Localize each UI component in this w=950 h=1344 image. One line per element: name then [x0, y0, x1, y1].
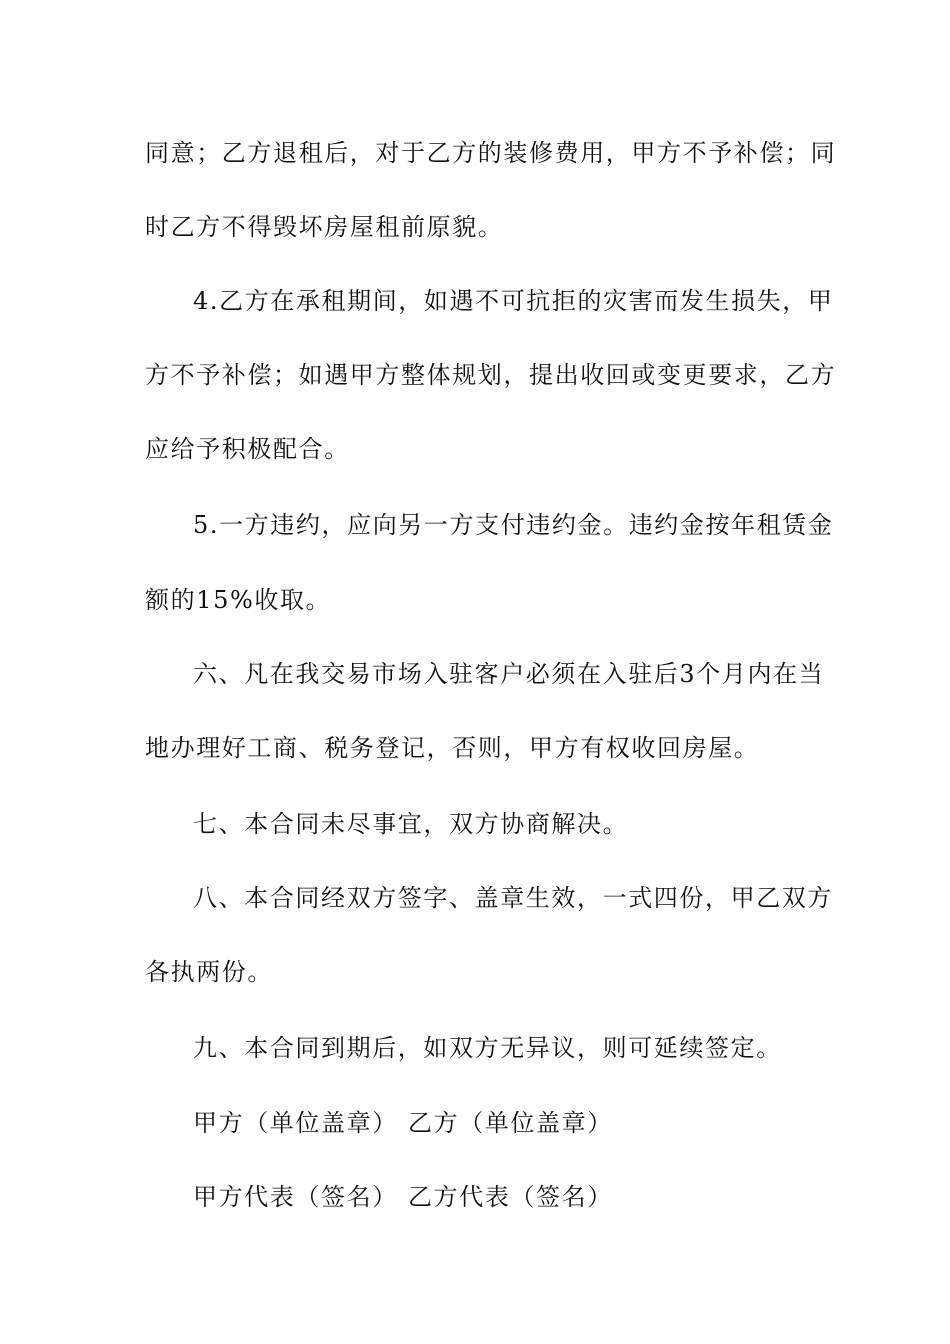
text-line: 4.乙方在承租期间，如遇不可抗拒的灾害而发生损失，甲 — [193, 287, 834, 315]
party-b-seal-label: 乙方（单位盖章） — [408, 1109, 613, 1137]
text-line: 九、本合同到期后，如双方无异议，则可延续签定。 — [193, 1034, 782, 1062]
text-line: 额的15%收取。 — [145, 586, 332, 614]
text-line: 5.一方违约，应向另一方支付违约金。违约金按年租赁金 — [193, 511, 834, 539]
text-line: 应给予积极配合。 — [145, 435, 350, 463]
text-line: 时乙方不得毁坏房屋租前原貌。 — [145, 213, 504, 241]
party-a-seal-label: 甲方（单位盖章） — [193, 1109, 398, 1137]
text-line: 同意；乙方退租后，对于乙方的装修费用，甲方不予补偿；同 — [145, 139, 837, 167]
text-line: 七、本合同未尽事宜，双方协商解决。 — [193, 810, 629, 838]
text-line: 方不予补偿；如遇甲方整体规划，提出收回或变更要求，乙方 — [145, 361, 837, 389]
text-line: 地办理好工商、税务登记，否则，甲方有权收回房屋。 — [145, 734, 760, 762]
text-line: 各执两份。 — [145, 958, 273, 986]
text-line: 八、本合同经双方签字、盖章生效，一式四份，甲乙双方 — [193, 884, 833, 912]
text-line: 六、凡在我交易市场入驻客户必须在入驻后3个月内在当 — [193, 660, 825, 688]
party-a-representative-label: 甲方代表（签名） — [193, 1183, 398, 1211]
party-b-representative-label: 乙方代表（签名） — [408, 1183, 613, 1211]
